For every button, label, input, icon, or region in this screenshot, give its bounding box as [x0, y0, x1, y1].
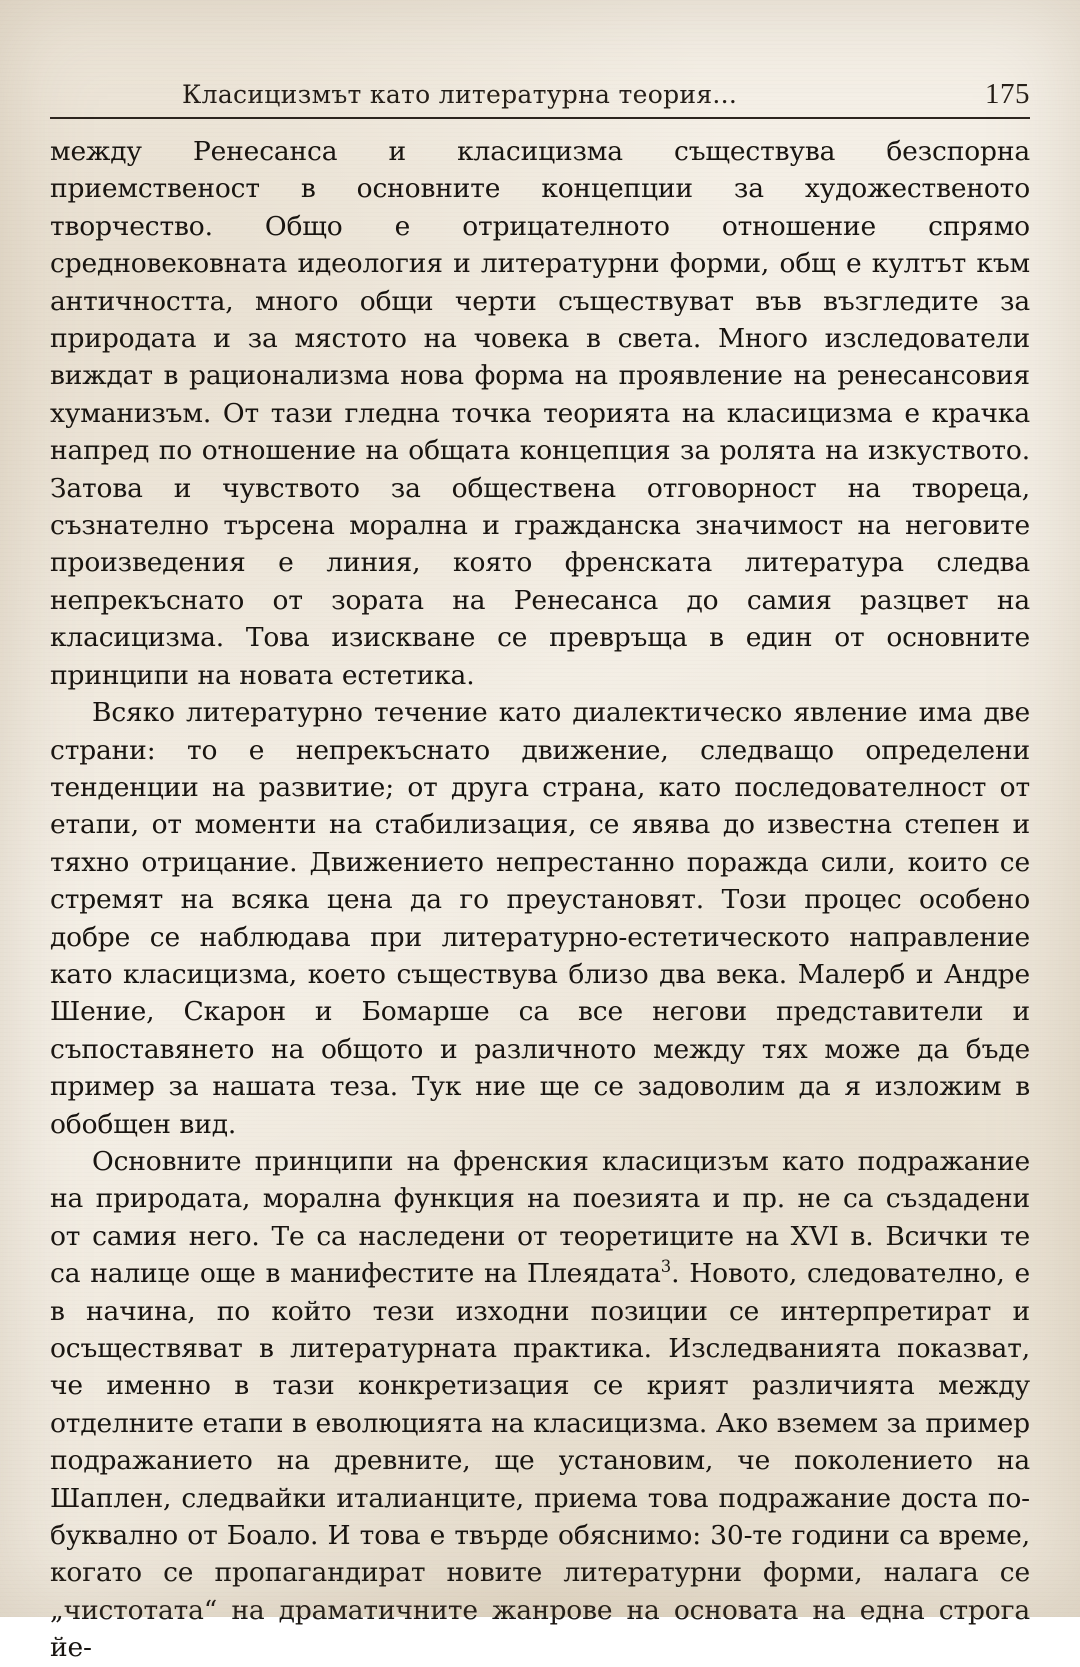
paragraph-1: между Ренесанса и класицизма съществува безспорна приемственост в основните концепции за художественото творчество. Общо е отрицателното отношение спрямо средновековната идеология и литературни форми, общ е култът към античността, много общи черти съществуват във възгледите за природата и за мястото на човека в света. Много изследователи виждат в рационализма нова форма на проявление на ренесансовия хуманизъм. От тази гледна точка теорията на класицизма е крачка напред по отношение на общата концепция за ролята на изкуството. Затова и чувството за обществена отговорност на твореца, съзнателно търсена морална и гражданска значимост на неговите произведения е линия, която френската литература следва непрекъснато от зората на Ренесанса до самия разцвет на класицизма. Това изискване се превръща в един от основните принципи на новата естетика.: [50, 136, 1030, 691]
page-number: 175: [985, 78, 1030, 110]
paragraph-3: [50, 1143, 1030, 1667]
paragraph-3-part-2: . Новото, следователно, е в начина, по който тези изходни позиции се интерпретират и осъществяват в литературната практика. Изследванията показват, че именно в тази конкретизация се крият различията между отделните етапи в еволюцията на класицизма. Ако вземем за пример подражанието на древните, ще установим, че поколението на Шаплен, следвайки италианците, приема това подражание доста по-буквално от Боало. И това е твърде обяснимо: 30-те години са време, когато се пропагандират новите литературни форми, налага се „чистотата“ на драматичните жанрове на основата на една строга йе-: [50, 1258, 1030, 1664]
paragraph-2: Всяко литературно течение като диалектическо явление има две страни: то е непрекъснато движение, следващо определени тенденции на развитие; от друга страна, като последователност от етапи, от моменти на стабилизация, се явява до известна степен и тяхно отрицание. Движението непрестанно поражда сили, които се стремят на всяка цена да го преустановят. Този процес особено добре се наблюдава при литературно-естетическото направление като класицизма, което съществува близо два века. Малерб и Андре Шение, Скарон и Бомарше са все негови представители и съпоставянето на общото и различното между тях може да бъде пример за нашата теза. Тук ние ще се задоволим да я изложим в обобщен вид.: [50, 697, 1030, 1140]
page-content: [50, 78, 1030, 1667]
page-header: [50, 78, 1030, 119]
footnote-marker: 3: [660, 1257, 672, 1277]
paragraph-3-part-1: Основните принципи на френския класицизъм като подражание на природата, морална функция на поезията и пр. не са създадени от самия него. Те са наследени от теоретиците на XVI в. Всички те са налице още в манифестите на Плеядата: [50, 1145, 1030, 1290]
running-title: Класицизмът като литературна теория...: [182, 80, 738, 109]
body-text: [50, 133, 1030, 1667]
